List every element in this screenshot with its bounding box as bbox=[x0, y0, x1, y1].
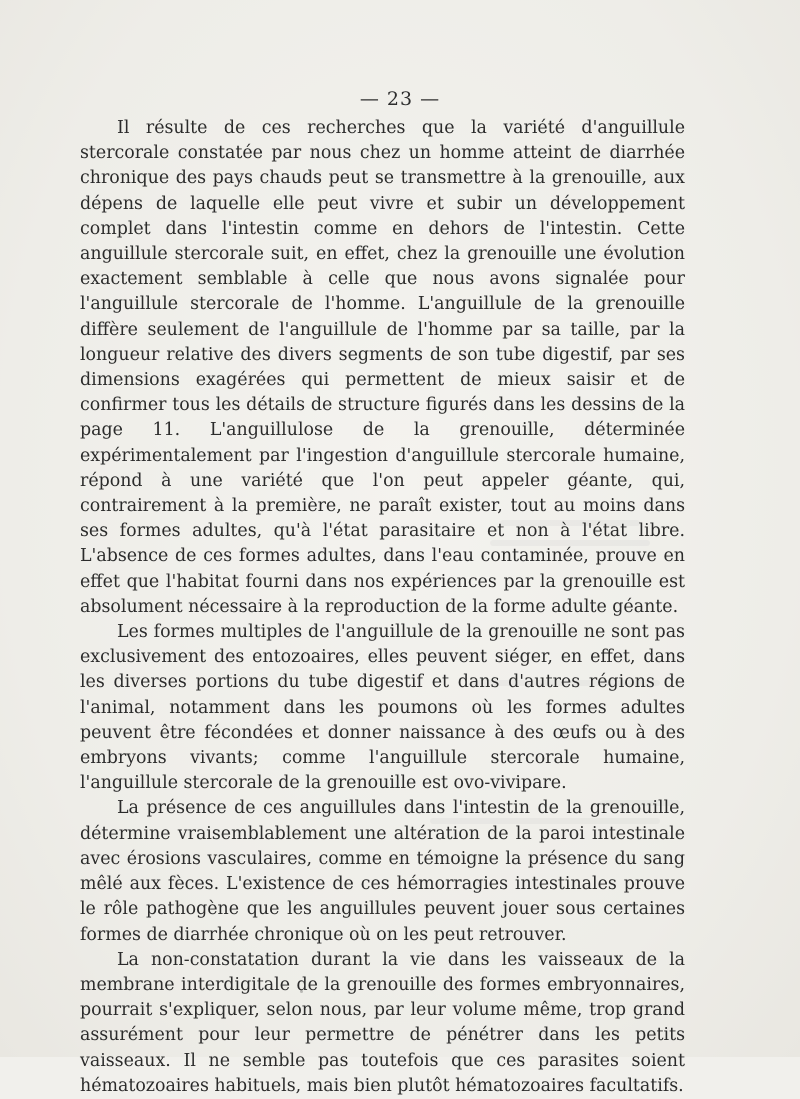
paragraph: La non-constatation durant la vie dans les vaisseaux de la membrane interdigitale de la grenouille des formes embryonnaires, pourrait s'expliquer, selon nous, par leur volume même, trop grand assurément pour leur permettre de pénétrer dans les petits vaisseaux. Il ne semble pas toutefois que ces parasites soient hématozoaires habituels, mais bien plutôt hématozoaires facultatifs. bbox=[80, 949, 685, 1096]
body-text bbox=[80, 116, 685, 1099]
page-number: — 23 — bbox=[359, 88, 441, 110]
paragraph: Il résulte de ces recherches que la variété d'anguillule stercorale constatée par nous chez un homme atteint de diarrhée chronique des pays chauds peut se transmettre à la grenouille, aux dépens de laquelle elle peut vivre et subir un développement complet dans l'intestin comme en dehors de l'intestin. Cette anguillule stercorale suit, en effet, chez la grenouille une évolution exactement semblable à celle que nous avons signalée pour l'anguillule stercorale de l'homme. L'anguillule de la grenouille diffère seulement de l'anguillule de l'homme par sa taille, par la longueur relative des divers segments de son tube digestif, par ses dimensions exagérées qui permettent de mieux saisir et de confirmer tous les détails de structure figurés dans les dessins de la page 11. L'anguillulose de la grenouille, déterminée expérimentalement par l'ingestion d'anguillule stercorale humaine, répond à une variété que l'on peut appeler géante, qui, contrairement à la première, ne paraît exister, tout au moins dans ses formes adultes, qu'à l'état parasitaire et non à l'état libre. L'absence de ces formes adultes, dans l'eau contaminée, prouve en effet que l'habitat fourni dans nos expériences par la grenouille est absolument nécessaire à la reproduction de la forme adulte géante. bbox=[80, 118, 685, 617]
paragraph: Les formes multiples de l'anguillule de la grenouille ne sont pas exclusivement des entozoaires, elles peuvent siéger, en effet, dans les diverses portions du tube digestif et dans d'autres régions de l'animal, notamment dans les poumons où les formes adultes peuvent être fécondées et donner naissance à des œufs ou à des embryons vivants; comme l'anguillule stercorale humaine, l'anguillule stercorale de la grenouille est ovo-vivipare. bbox=[80, 622, 685, 794]
paragraph: La présence de ces anguillules dans l'intestin de la grenouille, détermine vraisemblablement une altération de la paroi intestinale avec érosions vasculaires, comme en témoigne la présence du sang mêlé aux fèces. L'existence de ces hémorragies intestinales prouve le rôle pathogène que les anguillules peuvent jouer sous certaines formes de diarrhée chronique où on les peut retrouver. bbox=[80, 798, 685, 945]
